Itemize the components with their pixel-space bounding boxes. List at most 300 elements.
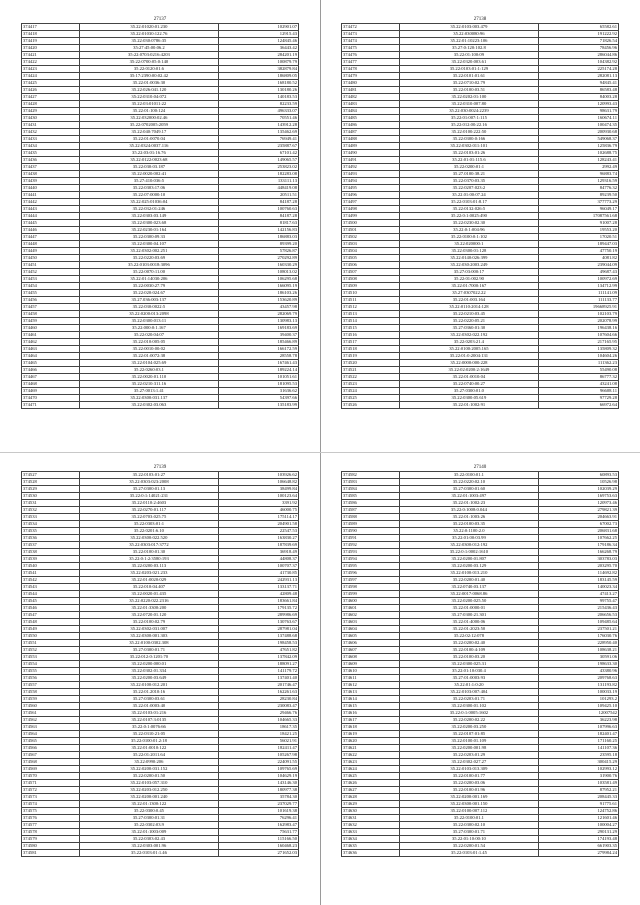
value-cell: 75631.77: [218, 829, 298, 836]
parcel-id-cell: 374425: [22, 80, 80, 87]
parcel-id-cell: 374556: [22, 675, 80, 682]
cadastral-number-cell: 35.22:0220:03.69: [80, 255, 219, 262]
parcel-id-cell: 374577: [22, 822, 80, 829]
value-cell: 185466.89: [218, 339, 298, 346]
table-row: [22, 668, 299, 675]
parcel-id-cell: 374503: [342, 241, 400, 248]
cadastral-number-cell: 35.22:0302:002.251: [80, 248, 219, 255]
parcel-id-cell: 374576: [22, 815, 80, 822]
table-row: [22, 801, 299, 808]
cadastral-number-cell: 35.27:01:0003:93: [400, 675, 539, 682]
cadastral-number-cell: 35.22:01:0020:029: [80, 577, 219, 584]
parcel-id-cell: 374424: [22, 73, 80, 80]
cadastral-number-cell: 35.22:0103:007:404: [400, 689, 539, 696]
cadastral-number-cell: 35.22:0200:03.649: [80, 675, 219, 682]
parcel-id-cell: 374474: [342, 38, 400, 45]
parcel-id-cell: 374606: [342, 640, 400, 647]
parcel-id-cell: 374574: [22, 801, 80, 808]
value-cell: 106295.68: [218, 276, 298, 283]
value-cell: 286044.86: [538, 52, 618, 59]
coordinates-table: [341, 23, 619, 409]
parcel-id-cell: 374548: [22, 619, 80, 626]
parcel-id-cell: 374624: [342, 766, 400, 773]
parcel-id-cell: 374486: [342, 122, 400, 129]
value-cell: 107996.63: [538, 724, 618, 731]
cadastral-number-cell: 35.27:0:120:102.8: [400, 45, 539, 52]
parcel-id-cell: 374450: [22, 255, 80, 262]
table-row: [22, 108, 299, 115]
table-row: [342, 535, 619, 542]
value-cell: 186103.26: [218, 290, 298, 297]
parcel-id-cell: 374564: [22, 731, 80, 738]
value-cell: 17087561.68: [538, 213, 618, 220]
cadastral-number-cell: 35.22:0200:03.129: [400, 563, 539, 570]
cadastral-number-cell: 35.22:0110:2014:128: [400, 304, 539, 311]
cadastral-number-cell: 35:22:0700:05:0:140: [80, 59, 219, 66]
cadastral-number-cell: 35.22:010:04.407: [80, 584, 219, 591]
parcel-id-cell: 374516: [342, 332, 400, 339]
table-row: [342, 311, 619, 318]
value-cell: 60893.53: [538, 472, 618, 479]
table-row: [22, 388, 299, 395]
parcel-id-cell: 374630: [342, 808, 400, 815]
cadastral-number-cell: 35.22:0200:013:2098: [80, 311, 219, 318]
table-row: [342, 724, 619, 731]
parcel-id-cell: 374457: [22, 304, 80, 311]
parcel-id-cell: 374509: [342, 283, 400, 290]
parcel-id-cell: 374432: [22, 129, 80, 136]
table-row: [22, 493, 299, 500]
cadastral-number-cell: 35.22:0:1:0002:1610: [400, 549, 539, 556]
cadastral-number-cell: 35.22:0220:022.2316: [80, 598, 219, 605]
value-cell: 183145.59: [538, 577, 618, 584]
cadastral-number-cell: 35.22:01:1300:122: [80, 801, 219, 808]
value-cell: 149065.57: [218, 157, 298, 164]
cadastral-number-cell: 35.22:01:1003:497: [400, 493, 539, 500]
parcel-id-cell: 374597: [342, 577, 400, 584]
parcel-id-cell: 374595: [342, 563, 400, 570]
parcel-id-cell: 374427: [22, 94, 80, 101]
parcel-id-cell: 374580: [22, 843, 80, 850]
cadastral-number-cell: 35.22:0303:023:2008: [80, 479, 219, 486]
value-cell: 29466.76: [218, 710, 298, 717]
value-cell: 111141.09: [538, 290, 618, 297]
parcel-id-cell: 374579: [22, 836, 80, 843]
value-cell: 109425.10: [538, 703, 618, 710]
cadastral-number-cell: 35.22:0710:02.79: [400, 80, 539, 87]
value-cell: 137842.09: [218, 654, 298, 661]
cadastral-number-cell: 35.22:0203:012.250: [80, 787, 219, 794]
value-cell: 30591.06: [538, 654, 618, 661]
cadastral-number-cell: 35.22:01:1002:23: [400, 500, 539, 507]
parcel-id-cell: 374520: [342, 360, 400, 367]
value-cell: 174193.48: [538, 836, 618, 843]
parcel-id-cell: 374591: [342, 535, 400, 542]
cadastral-number-cell: 35.22:020:024.67: [80, 290, 219, 297]
parcel-id-cell: 374478: [342, 66, 400, 73]
table-row: [342, 479, 619, 486]
cadastral-number-cell: 35.22:0300:01:128: [400, 248, 539, 255]
cadastral-number-cell: 35.22.01:00:07.24: [400, 192, 539, 199]
cadastral-number-cell: 35.27:0300:01.13: [80, 486, 219, 493]
parcel-id-cell: 374470: [22, 395, 80, 402]
cadastral-number-cell: 35.22:020000:1: [400, 241, 539, 248]
table-row: [342, 661, 619, 668]
cadastral-number-cell: 35.22:01:0003:40: [80, 703, 219, 710]
parcel-id-cell: 374567: [22, 752, 80, 759]
parcel-id-cell: 374623: [342, 759, 400, 766]
value-cell: 84187.28: [218, 213, 298, 220]
parcel-id-cell: 374454: [22, 283, 80, 290]
value-cell: 84003.28: [538, 94, 618, 101]
parcel-id-cell: 374494: [342, 178, 400, 185]
cadastral-number-cell: 35.22:030:0024:2239: [400, 108, 539, 115]
table-row: [22, 297, 299, 304]
parcel-id-cell: 374569: [22, 766, 80, 773]
cadastral-number-cell: 35.22:0200:031.152: [80, 766, 219, 773]
cadastral-number-cell: 35.22:01:0010:04: [400, 374, 539, 381]
table-row: [342, 339, 619, 346]
table-row: [342, 521, 619, 528]
parcel-id-cell: 374487: [342, 129, 400, 136]
value-cell: 200930.68: [538, 129, 618, 136]
cadastral-number-cell: 35.22:01:0:2004:131: [400, 353, 539, 360]
value-cell: 382879.84: [218, 66, 298, 73]
parcel-id-cell: 374544: [22, 591, 80, 598]
cadastral-number-cell: 35.22:0070:11.00: [80, 269, 219, 276]
value-cell: 186809.05: [218, 73, 298, 80]
cadastral-number-cell: 35.22:0103:01:27: [80, 472, 219, 479]
parcel-id-cell: 374420: [22, 45, 80, 52]
parcel-id-cell: 374456: [22, 297, 80, 304]
cadastral-number-cell: 35.22:0300:012:192: [400, 542, 539, 549]
table-row: [22, 192, 299, 199]
cadastral-number-cell: 35.22:0200:03.250: [400, 724, 539, 731]
cadastral-number-cell: 35:27:45:00:06.2: [80, 45, 219, 52]
table-row: [22, 759, 299, 766]
parcel-id-cell: 374615: [342, 703, 400, 710]
parcel-id-cell: 374459: [22, 318, 80, 325]
cadastral-number-cell: 35.22:0:1008:0.044: [400, 507, 539, 514]
cadastral-number-cell: 35.22:0100:0:1:102: [400, 234, 539, 241]
value-cell: 131193.82: [538, 682, 618, 689]
value-cell: 18617.35: [218, 724, 298, 731]
table-row: [342, 822, 619, 829]
table-row: [22, 213, 299, 220]
table-row: [22, 654, 299, 661]
table-row: [342, 360, 619, 367]
table-row: [342, 626, 619, 633]
cadastral-number-cell: 35.22:0703:025.75: [80, 514, 219, 521]
parcel-id-cell: 374610: [342, 668, 400, 675]
cadastral-number-cell: 35.22:0220:05.21: [400, 318, 539, 325]
parcel-id-cell: 374613: [342, 689, 400, 696]
value-cell: 169183.69: [218, 325, 298, 332]
parcel-id-cell: 374496: [342, 192, 400, 199]
cadastral-number-cell: 35.22:0370:03.35: [400, 178, 539, 185]
cadastral-number-cell: 35.27:0307022.22: [400, 290, 539, 297]
value-cell: 102993.12: [538, 766, 618, 773]
table-row: [22, 570, 299, 577]
cadastral-number-cell: 35.22:0:1:0025:490: [400, 213, 539, 220]
table-row: [22, 24, 299, 31]
cadastral-number-cell: 35.22:0100:0302.308: [80, 640, 219, 647]
table-row: [22, 269, 299, 276]
page-block: [21, 16, 299, 409]
value-cell: 166095.19: [218, 283, 298, 290]
value-cell: 120993.43: [538, 101, 618, 108]
cadastral-number-cell: 35.27:0300:01.31: [80, 815, 219, 822]
table-row: [342, 780, 619, 787]
table-row: [22, 661, 299, 668]
cadastral-number-cell: 35.22:0010:00:02: [80, 346, 219, 353]
value-cell: 282069.79: [218, 311, 298, 318]
table-row: [342, 157, 619, 164]
table-row: [342, 388, 619, 395]
cadastral-number-cell: 35.22:02:0200:2:1649: [400, 367, 539, 374]
value-cell: 100033.19: [538, 689, 618, 696]
cadastral-number-cell: 35.22:0302:027.27: [400, 759, 539, 766]
cadastral-number-cell: 35.22:0302:022.192: [400, 332, 539, 339]
value-cell: 448419.08: [218, 185, 298, 192]
value-cell: 225174.28: [538, 66, 618, 73]
parcel-id-cell: 374562: [22, 717, 80, 724]
table-row: [342, 241, 619, 248]
table-row: [22, 486, 299, 493]
table-row: [22, 395, 299, 402]
cadastral-number-cell: 35.22:030:03.187: [80, 164, 219, 171]
value-cell: 108638.21: [538, 647, 618, 654]
parcel-id-cell: 374614: [342, 696, 400, 703]
table-row: [22, 528, 299, 535]
table-row: [342, 122, 619, 129]
table-row: [342, 234, 619, 241]
value-cell: 56021.91: [218, 738, 298, 745]
parcel-id-cell: 374442: [22, 199, 80, 206]
value-cell: 217165.95: [538, 339, 618, 346]
table-row: [342, 696, 619, 703]
table-row: [22, 402, 299, 409]
parcel-id-cell: 374554: [22, 661, 80, 668]
value-cell: 54397.66: [218, 395, 298, 402]
cadastral-number-cell: 35.22:0020:01.110: [80, 374, 219, 381]
value-cell: 19553.20: [538, 227, 618, 234]
cadastral-number-cell: 35.22:0:1:0005:1602: [400, 710, 539, 717]
value-cell: 104665.33: [218, 717, 298, 724]
table-row: [22, 808, 299, 815]
parcel-id-cell: 374547: [22, 612, 80, 619]
table-row: [342, 682, 619, 689]
value-cell: 130983.13: [218, 318, 298, 325]
value-cell: 12915.43: [218, 31, 298, 38]
table-row: [22, 325, 299, 332]
parcel-id-cell: 374455: [22, 290, 80, 297]
parcel-id-cell: 374549: [22, 626, 80, 633]
table-row: [22, 59, 299, 66]
value-cell: 55490.08: [538, 367, 618, 374]
parcel-id-cell: 374528: [22, 479, 80, 486]
table-row: [22, 143, 299, 150]
parcel-id-cell: 374602: [342, 612, 400, 619]
cadastral-number-cell: 35.22:01:003.164: [400, 297, 539, 304]
parcel-id-cell: 374571: [22, 780, 80, 787]
value-cell: 189224.14: [218, 367, 298, 374]
cadastral-number-cell: 35.22:0200:01.807: [400, 556, 539, 563]
value-cell: 101051.61: [218, 374, 298, 381]
parcel-id-cell: 374492: [342, 164, 400, 171]
parcel-id-cell: 374497: [342, 199, 400, 206]
parcel-id-cell: 374628: [342, 794, 400, 801]
parcel-id-cell: 374475: [342, 45, 400, 52]
cadastral-number-cell: 35.22:0302:03.9: [80, 822, 219, 829]
parcel-id-cell: 374589: [342, 521, 400, 528]
value-cell: 91775.61: [538, 801, 618, 808]
parcel-id-cell: 374609: [342, 661, 400, 668]
value-cell: 97729.28: [538, 395, 618, 402]
cadastral-number-cell: 35.22:0201:6.10: [80, 528, 219, 535]
table-row: [22, 640, 299, 647]
parcel-id-cell: 374433: [22, 136, 80, 143]
parcel-id-cell: 374529: [22, 486, 80, 493]
cadastral-number-cell: 35.22:0107:3:0135: [80, 717, 219, 724]
table-row: [22, 122, 299, 129]
cadastral-number-cell: 35.22:0103:003.479: [400, 24, 539, 31]
value-cell: 175114.17: [218, 514, 298, 521]
parcel-id-cell: 374601: [342, 605, 400, 612]
value-cell: 105267.98: [218, 752, 298, 759]
cadastral-number-cell: 35.22:0100:01.109: [400, 738, 539, 745]
cadastral-number-cell: 35.22:01:0070.04: [80, 136, 219, 143]
value-cell: 153620.89: [218, 297, 298, 304]
parcel-id-cell: 374519: [342, 353, 400, 360]
parcel-id-cell: 374575: [22, 808, 80, 815]
parcel-id-cell: 374619: [342, 731, 400, 738]
table-row: [22, 829, 299, 836]
value-cell: 28230.84: [218, 696, 298, 703]
value-cell: 549068.37: [538, 136, 618, 143]
value-cell: 4081.82: [538, 255, 618, 262]
table-row: [342, 395, 619, 402]
value-cell: 104604.26: [538, 353, 618, 360]
cadastral-number-cell: 35.22:0302:01.334: [80, 668, 219, 675]
parcel-id-cell: 374538: [22, 549, 80, 556]
value-cell: 230083.47: [218, 703, 298, 710]
table-row: [342, 108, 619, 115]
value-cell: 228950.40: [538, 640, 618, 647]
table-row: [342, 45, 619, 52]
cadastral-number-cell: 35.22:030:2003.249: [400, 262, 539, 269]
value-cell: 89239.50: [538, 192, 618, 199]
table-row: [342, 647, 619, 654]
value-cell: 35784.30: [218, 794, 298, 801]
parcel-id-cell: 374438: [22, 171, 80, 178]
cadastral-number-cell: 35.22:07:0000:10: [80, 192, 219, 199]
table-row: [342, 220, 619, 227]
value-cell: 183661.84: [218, 598, 298, 605]
table-row: [22, 773, 299, 780]
value-cell: 100004.27: [538, 822, 618, 829]
cadastral-number-cell: 35.22:032000:02.46: [80, 115, 219, 122]
table-row: [22, 479, 299, 486]
value-cell: 104382.92: [538, 59, 618, 66]
parcel-id-cell: 374426: [22, 87, 80, 94]
cadastral-number-cell: 35.22:0702005:2059: [80, 122, 219, 129]
value-cell: 100474.35: [538, 122, 618, 129]
parcel-id-cell: 374616: [342, 710, 400, 717]
cadastral-number-cell: 35.22:0100:03.51: [400, 87, 539, 94]
table-row: [22, 822, 299, 829]
cadastral-number-cell: 35.22:01:7000:167: [400, 283, 539, 290]
cadastral-number-cell: 35.22:01:14030:206: [80, 276, 219, 283]
parcel-id-cell: 374449: [22, 248, 80, 255]
cadastral-number-cell: 35.22:0200:000.01: [80, 661, 219, 668]
cadastral-number-cell: 35.22:030:0022:5: [80, 304, 219, 311]
table-row: [342, 115, 619, 122]
parcel-id-cell: 374504: [342, 248, 400, 255]
value-cell: 179135.72: [218, 605, 298, 612]
parcel-id-cell: 374621: [342, 745, 400, 752]
parcel-id-cell: 374467: [22, 374, 80, 381]
table-row: [342, 584, 619, 591]
value-cell: 270292.89: [218, 255, 298, 262]
table-row: [342, 668, 619, 675]
cadastral-number-cell: 35.27:410:036:5: [80, 178, 219, 185]
parcel-id-cell: 374592: [342, 542, 400, 549]
parcel-id-cell: 374471: [22, 402, 80, 409]
table-row: [22, 318, 299, 325]
parcel-id-cell: 374517: [342, 339, 400, 346]
parcel-id-cell: 374596: [342, 570, 400, 577]
parcel-id-cell: 374578: [22, 829, 80, 836]
parcel-id-cell: 374500: [342, 220, 400, 227]
table-row: [22, 353, 299, 360]
table-row: [342, 801, 619, 808]
value-cell: 133111.13: [218, 178, 298, 185]
table-row: [22, 542, 299, 549]
value-cell: 96049.17: [538, 206, 618, 213]
table-row: [342, 640, 619, 647]
parcel-id-cell: 374468: [22, 381, 80, 388]
value-cell: 82233.59: [218, 101, 298, 108]
parcel-id-cell: 374532: [22, 507, 80, 514]
value-cell: 124752.86: [538, 808, 618, 815]
value-cell: 102103.79: [538, 311, 618, 318]
value-cell: 71826.54: [538, 38, 618, 45]
value-cell: 208445.33: [538, 794, 618, 801]
table-row: [342, 255, 619, 262]
table-row: [22, 339, 299, 346]
value-cell: 239044.09: [538, 262, 618, 269]
value-cell: 189447.03: [538, 241, 618, 248]
table-row: [342, 773, 619, 780]
parcel-id-cell: 374603: [342, 619, 400, 626]
value-cell: 198633.30: [538, 661, 618, 668]
table-row: [342, 766, 619, 773]
parcel-id-cell: 374506: [342, 262, 400, 269]
value-cell: 191222.92: [538, 31, 618, 38]
parcel-id-cell: 374557: [22, 682, 80, 689]
value-cell: 84187.28: [218, 199, 298, 206]
value-cell: 166268.79: [538, 549, 618, 556]
value-cell: 125836.79: [538, 143, 618, 150]
value-cell: 99755.47: [538, 598, 618, 605]
parcel-id-cell: 374511: [342, 297, 400, 304]
parcel-id-cell: 374422: [22, 59, 80, 66]
value-cell: 140023.34: [538, 584, 618, 591]
parcel-id-cell: 374495: [342, 185, 400, 192]
cadastral-number-cell: 35.27.0100:38.21: [400, 171, 539, 178]
value-cell: 135809.32: [538, 346, 618, 353]
